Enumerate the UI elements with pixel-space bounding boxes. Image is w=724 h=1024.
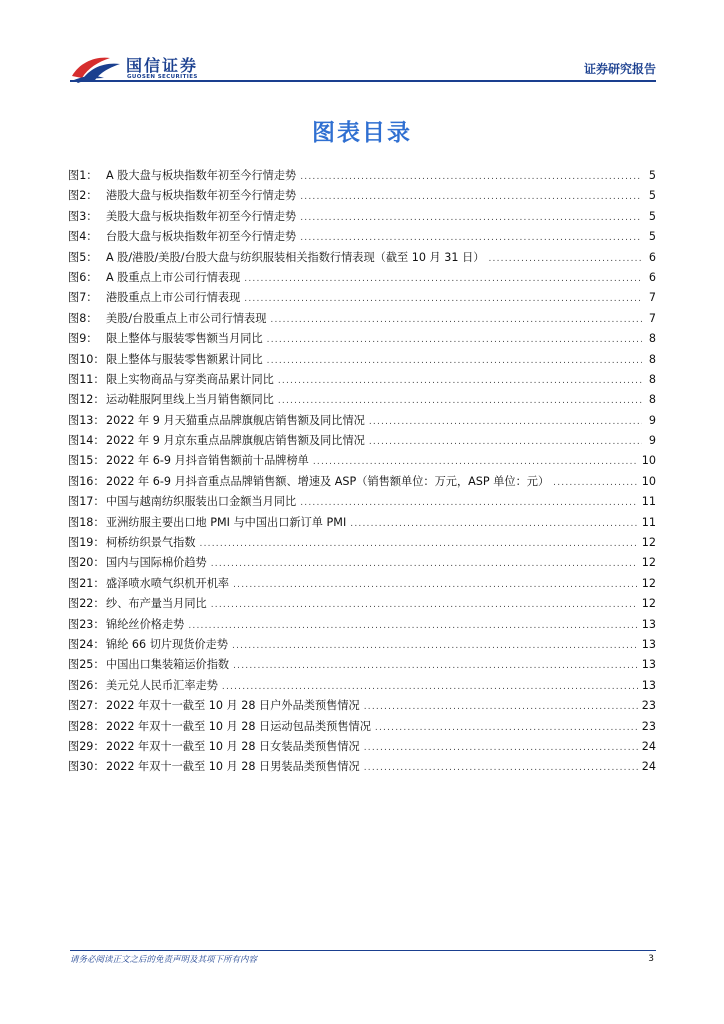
- toc-leader-dots: [244, 294, 642, 304]
- toc-entry[interactable]: [68, 167, 656, 187]
- logo-text-cn: 国信证券: [126, 56, 199, 75]
- toc-entry[interactable]: [68, 412, 656, 432]
- toc-page-number: 10: [641, 454, 656, 468]
- toc-figure-title: 亚洲纺服主要出口地 PMI 与中国出口新订单 PMI: [106, 515, 347, 529]
- toc-entry[interactable]: [68, 738, 656, 758]
- toc-figure-title: 2022 年 9 月京东重点品牌旗舰店销售额及同比情况: [106, 434, 365, 448]
- toc-entry[interactable]: [68, 718, 656, 738]
- toc-entry[interactable]: [68, 269, 656, 289]
- toc-figure-title: 纱、布产量当月同比: [106, 597, 207, 611]
- toc-entry[interactable]: [68, 758, 656, 778]
- toc-page-number: 23: [641, 699, 656, 713]
- toc-leader-dots: [267, 356, 642, 366]
- toc-figure-number: 图17：: [68, 495, 105, 509]
- toc-figure-title: 限上整体与服装零售额累计同比: [106, 352, 263, 366]
- toc-page-number: 6: [648, 270, 656, 284]
- toc-leader-dots: [233, 580, 638, 590]
- toc-entry[interactable]: [68, 289, 656, 309]
- toc-figure-title: 台股大盘与板块指数年初至今行情走势: [106, 230, 297, 244]
- toc-page-number: 23: [641, 719, 656, 733]
- toc-leader-dots: [188, 621, 637, 631]
- toc-entry[interactable]: [68, 351, 656, 371]
- toc-leader-dots: [313, 457, 638, 467]
- toc-leader-dots: [278, 396, 642, 406]
- toc-figure-number: 图16：: [68, 474, 105, 488]
- toc-figure-title: 柯桥纺织景气指数: [106, 536, 196, 550]
- toc-figure-number: 图7：: [68, 291, 98, 305]
- toc-leader-dots: [211, 600, 638, 610]
- toc-page-number: 6: [648, 250, 656, 264]
- toc-page-number: 13: [641, 658, 656, 672]
- toc-entry[interactable]: [68, 636, 656, 656]
- toc-leader-dots: [244, 274, 642, 284]
- toc-figure-title: 美股大盘与板块指数年初至今行情走势: [106, 209, 297, 223]
- toc-entry[interactable]: [68, 432, 656, 452]
- page-header: [0, 0, 724, 90]
- toc-entry[interactable]: [68, 330, 656, 350]
- toc-page-number: 11: [641, 515, 656, 529]
- toc-figure-number: 图14：: [68, 434, 105, 448]
- toc-leader-dots: [300, 233, 642, 243]
- toc-figure-number: 图10：: [68, 352, 105, 366]
- page-title: 图表目录: [312, 120, 412, 146]
- report-type-label: 证券研究报告: [583, 62, 656, 76]
- toc-leader-dots: [369, 417, 642, 427]
- toc-leader-dots: [488, 254, 642, 264]
- toc-leader-dots: [364, 743, 638, 753]
- toc-page-number: 13: [641, 637, 656, 651]
- toc-figure-number: 图6：: [68, 270, 98, 284]
- toc-entry[interactable]: [68, 656, 656, 676]
- toc-leader-dots: [232, 641, 638, 651]
- toc-entry[interactable]: [68, 310, 656, 330]
- toc-leader-dots: [553, 478, 638, 488]
- toc-entry[interactable]: [68, 249, 656, 269]
- toc-figure-number: 图27：: [68, 699, 105, 713]
- toc-figure-title: 港股重点上市公司行情表现: [106, 291, 241, 305]
- toc-figure-title: A 股大盘与板块指数年初至今行情走势: [106, 169, 297, 182]
- toc-figure-title: A 股重点上市公司行情表现: [106, 270, 241, 284]
- toc-page-number: 9: [648, 413, 656, 427]
- toc-figure-number: 图24：: [68, 637, 105, 651]
- toc-figure-title: 中国出口集装箱运价指数: [106, 658, 230, 672]
- toc-figure-number: 图21：: [68, 576, 105, 590]
- toc-leader-dots: [222, 682, 638, 692]
- toc-page-number: 8: [648, 393, 656, 407]
- toc-figure-title: 2022 年双十一截至 10 月 28 日男装品类预售情况: [106, 760, 360, 774]
- toc-figure-number: 图22：: [68, 597, 105, 611]
- toc-figure-title: 港股大盘与板块指数年初至今行情走势: [106, 189, 297, 203]
- toc-page-number: 5: [648, 189, 656, 203]
- logo-text-en: GUOSEN SECURITIES: [127, 74, 198, 80]
- toc-page-number: 13: [641, 617, 656, 631]
- toc-entry[interactable]: [68, 575, 656, 595]
- toc-page-number: 9: [648, 434, 656, 448]
- toc-figure-title: 中国与越南纺织服装出口金额当月同比: [106, 495, 297, 509]
- toc-entry[interactable]: [68, 534, 656, 554]
- toc-entry[interactable]: [68, 371, 656, 391]
- toc-page-number: 12: [641, 597, 656, 611]
- toc-figure-title: A 股/港股/美股/台股大盘与纺织服装相关指数行情表现（截至 10 月 31 日）: [106, 250, 485, 264]
- toc-leader-dots: [270, 315, 642, 325]
- toc-figure-number: 图26：: [68, 678, 105, 692]
- toc-figure-title: 限上整体与服装零售额当月同比: [106, 332, 263, 346]
- toc-page-number: 8: [648, 332, 656, 346]
- toc-figure-number: 图29：: [68, 739, 105, 753]
- toc-entry[interactable]: [68, 208, 656, 228]
- toc-figure-number: 图23：: [68, 617, 105, 631]
- toc-figure-number: 图19：: [68, 536, 105, 550]
- toc-figure-number: 图28：: [68, 719, 105, 733]
- toc-page-number: 24: [641, 760, 656, 774]
- toc-entry[interactable]: [68, 677, 656, 697]
- toc-figure-number: 图2：: [68, 189, 98, 203]
- toc-leader-dots: [350, 519, 637, 529]
- table-of-figures: [68, 167, 656, 779]
- toc-leader-dots: [278, 376, 642, 386]
- toc-page-number: 7: [648, 291, 656, 305]
- toc-figure-number: 图9：: [68, 332, 98, 346]
- page-number: 3: [648, 954, 654, 964]
- toc-page-number: 12: [641, 556, 656, 570]
- toc-leader-dots: [369, 437, 642, 447]
- toc-entry[interactable]: [68, 391, 656, 411]
- toc-figure-title: 美股/台股重点上市公司行情表现: [106, 311, 267, 325]
- toc-figure-title: 2022 年双十一截至 10 月 28 日户外品类预售情况: [106, 699, 360, 713]
- toc-figure-number: 图18：: [68, 515, 105, 529]
- toc-leader-dots: [233, 661, 638, 671]
- toc-leader-dots: [200, 539, 638, 549]
- toc-figure-number: 图5：: [68, 250, 98, 264]
- toc-entry[interactable]: [68, 514, 656, 534]
- toc-page-number: 12: [641, 536, 656, 550]
- toc-leader-dots: [375, 723, 638, 733]
- toc-figure-number: 图15：: [68, 454, 105, 468]
- toc-figure-title: 2022 年双十一截至 10 月 28 日运动包品类预售情况: [106, 719, 371, 733]
- toc-figure-title: 盛泽喷水喷气织机开机率: [106, 576, 230, 590]
- toc-figure-title: 运动鞋服阿里线上当月销售额同比: [106, 393, 274, 407]
- toc-figure-number: 图3：: [68, 209, 98, 223]
- toc-leader-dots: [211, 559, 638, 569]
- toc-page-number: 5: [648, 169, 656, 182]
- toc-entry[interactable]: [68, 228, 656, 248]
- disclaimer-text: 请务必阅读正文之后的免责声明及其项下所有内容: [70, 955, 258, 965]
- toc-leader-dots: [267, 335, 642, 345]
- toc-leader-dots: [364, 702, 638, 712]
- toc-figure-number: 图8：: [68, 311, 98, 325]
- toc-figure-title: 2022 年 6-9 月抖音重点品牌销售额、增速及 ASP（销售额单位：万元，ASP 单位：元）: [106, 474, 550, 488]
- toc-leader-dots: [364, 763, 638, 773]
- toc-entry[interactable]: [68, 452, 656, 472]
- toc-page-number: 5: [648, 230, 656, 244]
- toc-figure-title: 锦纶 66 切片现货价走势: [106, 637, 229, 651]
- toc-entry[interactable]: [68, 554, 656, 574]
- toc-page-number: 12: [641, 576, 656, 590]
- toc-entry[interactable]: [68, 595, 656, 615]
- header-divider: [70, 80, 656, 82]
- toc-figure-title: 2022 年双十一截至 10 月 28 日女装品类预售情况: [106, 739, 360, 753]
- toc-entry[interactable]: [68, 616, 656, 636]
- toc-figure-title: 美元兑人民币汇率走势: [106, 678, 218, 692]
- toc-page-number: 24: [641, 739, 656, 753]
- toc-page-number: 7: [648, 311, 656, 325]
- toc-figure-title: 限上实物商品与穿类商品累计同比: [106, 372, 274, 386]
- toc-figure-title: 2022 年 9 月天猫重点品牌旗舰店销售额及同比情况: [106, 413, 365, 427]
- toc-figure-number: 图4：: [68, 230, 98, 244]
- toc-figure-number: 图30：: [68, 760, 105, 774]
- toc-page-number: 8: [648, 352, 656, 366]
- toc-leader-dots: [300, 213, 642, 223]
- toc-figure-title: 国内与国际棉价趋势: [106, 556, 207, 570]
- toc-leader-dots: [300, 192, 642, 202]
- toc-entry[interactable]: [68, 697, 656, 717]
- toc-figure-number: 图11：: [68, 372, 105, 386]
- toc-page-number: 11: [641, 495, 656, 509]
- toc-entry[interactable]: [68, 187, 656, 207]
- toc-figure-number: 图20：: [68, 556, 105, 570]
- toc-entry[interactable]: [68, 493, 656, 513]
- toc-figure-title: 锦纶丝价格走势: [106, 617, 185, 631]
- toc-page-number: 10: [641, 474, 656, 488]
- toc-figure-number: 图1：: [68, 169, 98, 182]
- toc-figure-number: 图12：: [68, 393, 105, 407]
- toc-page-number: 8: [648, 372, 656, 386]
- toc-leader-dots: [300, 172, 642, 182]
- toc-figure-number: 图13：: [68, 413, 105, 427]
- toc-figure-title: 2022 年 6-9 月抖音销售额前十品牌榜单: [106, 454, 309, 468]
- toc-page-number: 5: [648, 209, 656, 223]
- footer-divider: [70, 950, 656, 951]
- toc-page-number: 13: [641, 678, 656, 692]
- toc-entry[interactable]: [68, 473, 656, 493]
- toc-figure-number: 图25：: [68, 658, 105, 672]
- toc-leader-dots: [300, 498, 638, 508]
